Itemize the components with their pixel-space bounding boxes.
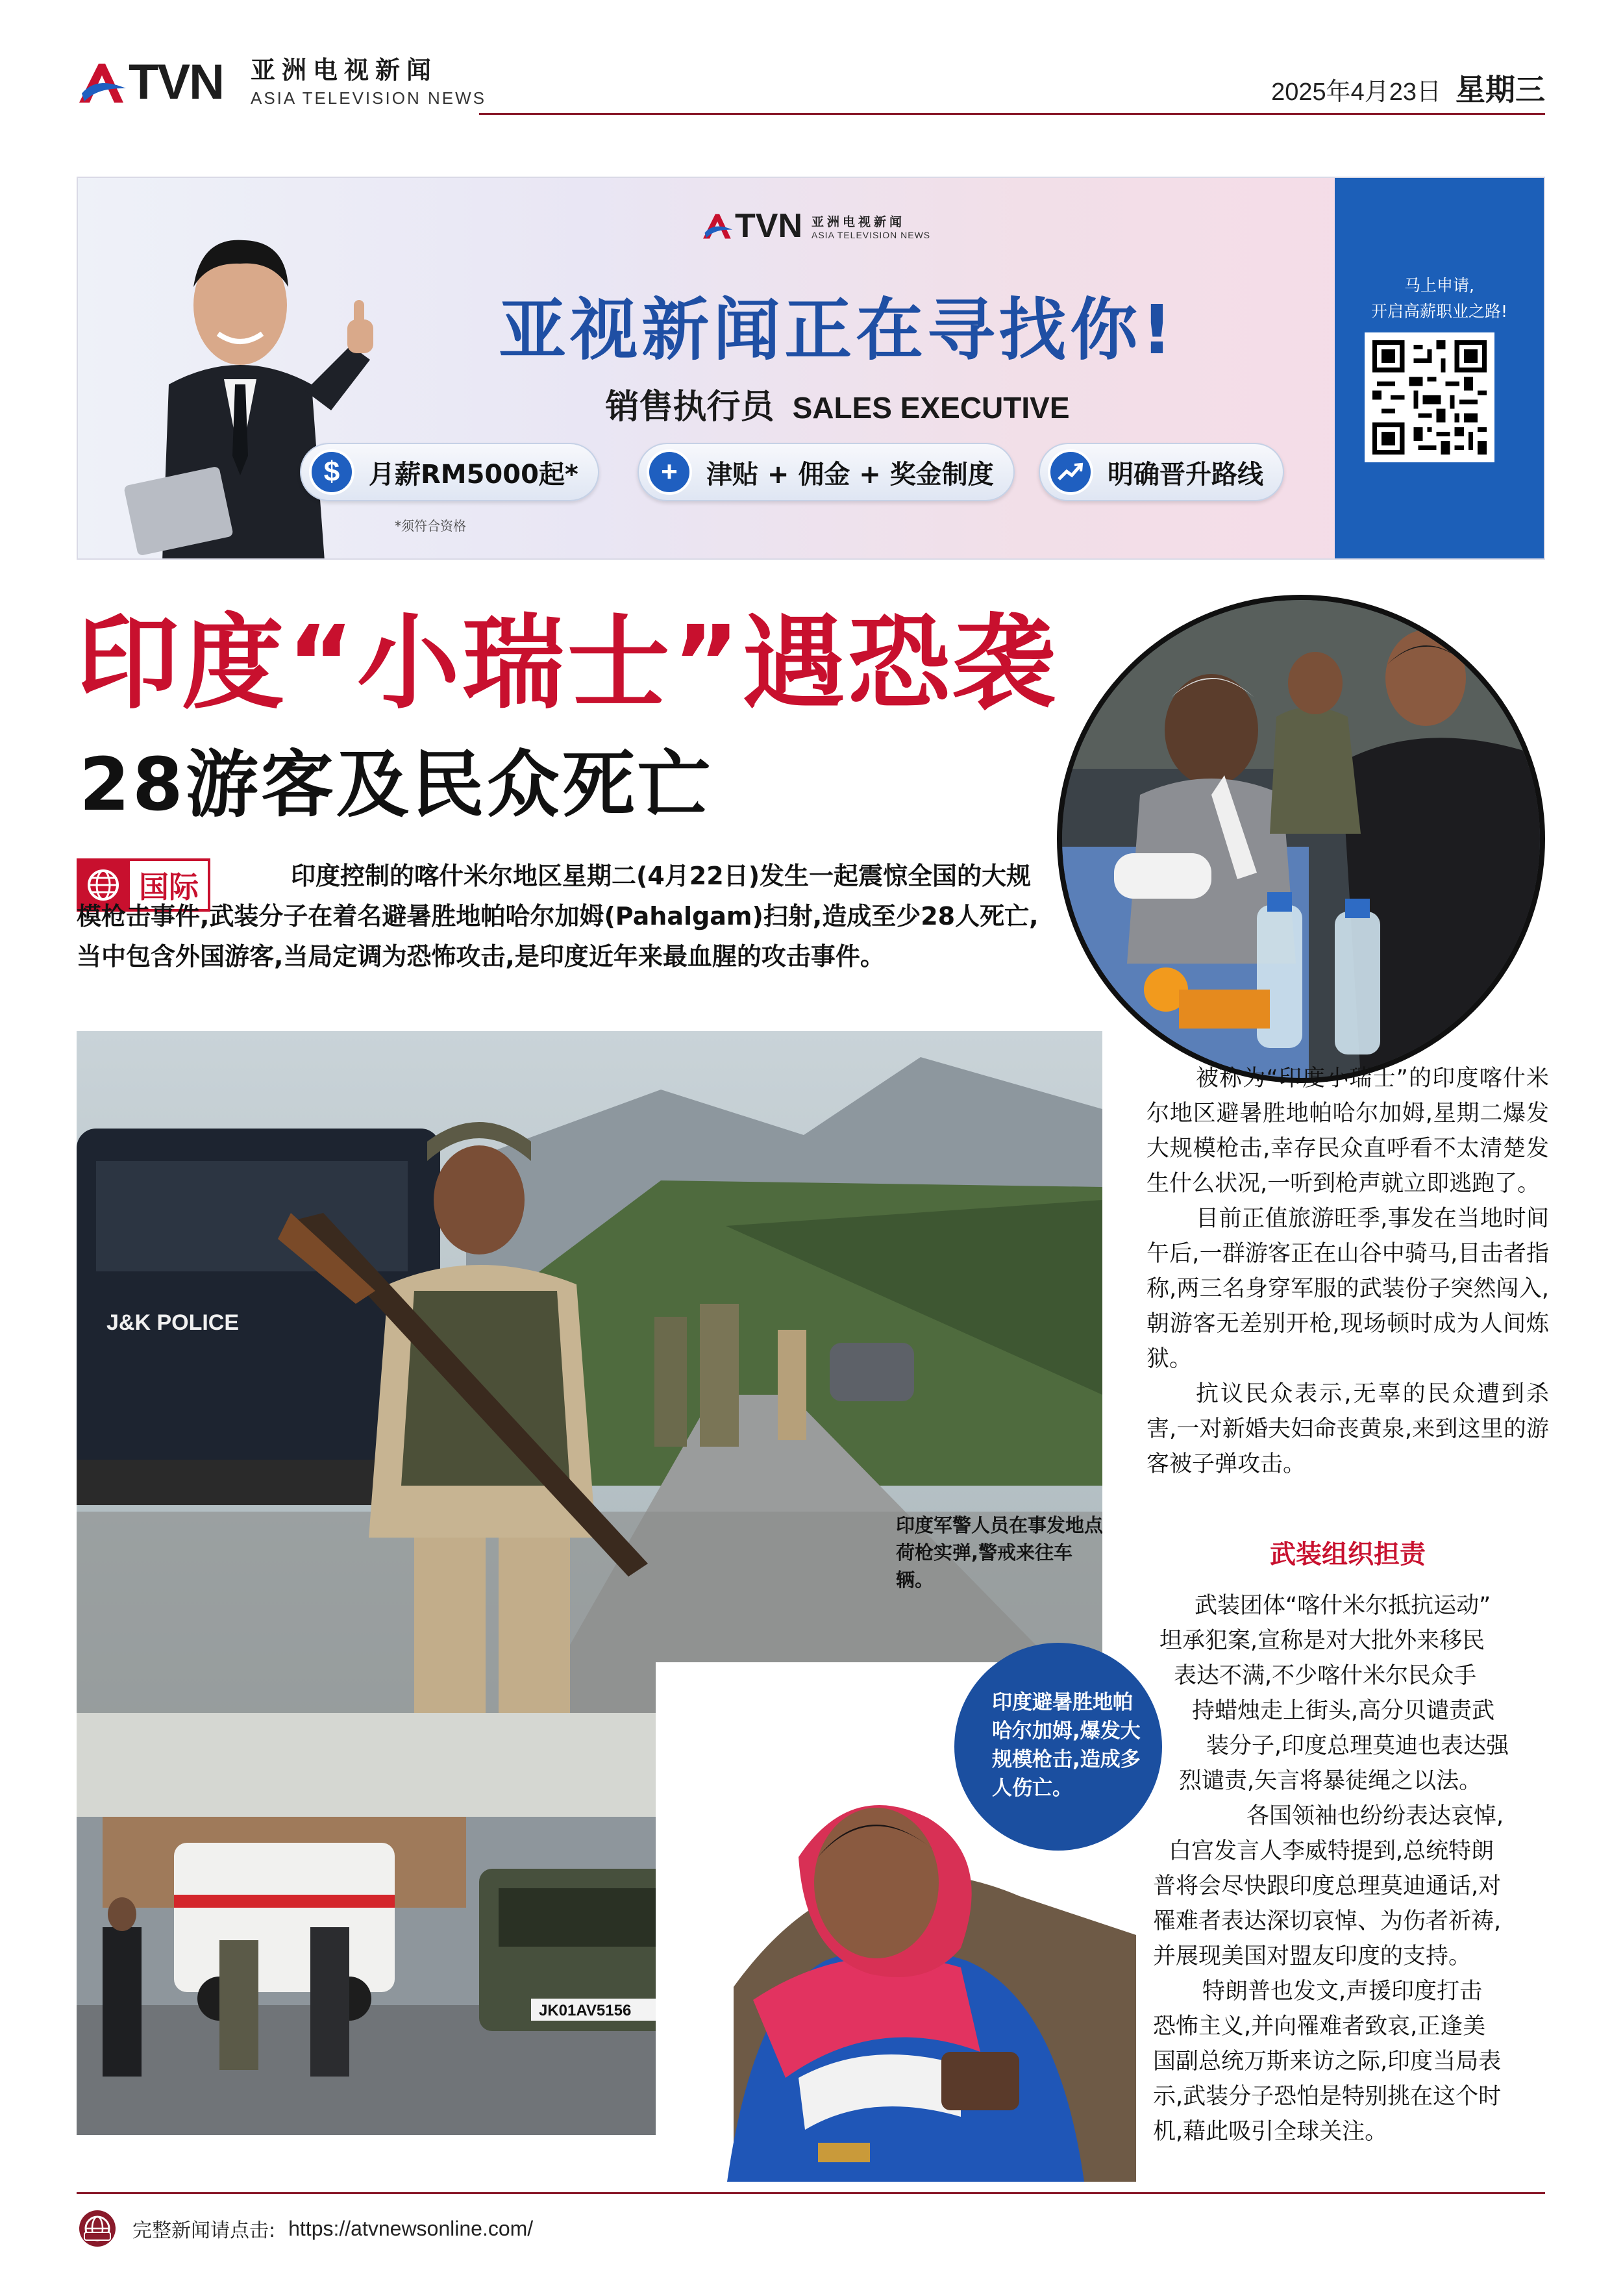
bus-label: J&K POLICE [106,1310,240,1335]
body-line: 武装团体“喀什米尔抵抗运动” [1195,1593,1491,1619]
perk-label: 月薪RM5000起* [369,459,578,490]
headline: 印度“小瑞士”遇恐袭 [77,604,1058,723]
section-label: 国际 [130,858,210,912]
trend-up-icon [1048,449,1093,495]
body-line: 国副总统万斯来访之际,印度当局表 [1153,2049,1502,2075]
footer [77,2208,533,2249]
article-body [1146,1061,1549,1482]
body-line: 机,藉此吸引全球关注。 [1153,2119,1388,2145]
body-line: 持蜡烛走上街头,高分贝谴责武 [1192,1698,1495,1724]
plus-icon: + [647,449,692,495]
police-scene-photo [77,1031,1102,1713]
police-scene-art [77,1031,1102,1713]
perk-promotion [1039,443,1284,501]
dollar-icon: $ [309,449,354,495]
weekday-text: 星期三 [1456,72,1545,107]
caption-circle-badge: 印度避暑胜地帕哈尔加姆,爆发大规模枪击,造成多人伤亡。 [954,1643,1162,1851]
ambulance-scene-photo [77,1713,739,2135]
plate-label: JK01AV5156 [539,2002,632,2019]
hospital-photo [1057,595,1545,1083]
body-line: 普将会尽快跟印度总理莫迪通话,对 [1153,1873,1502,1899]
issue-date [1271,66,1545,109]
footer-link[interactable]: https://atvnewsonline.com/ [288,2216,534,2240]
body-line: 各国领袖也纷纷表达哀悼, [1246,1803,1504,1829]
apply-line-1: 马上申请, [1404,276,1474,295]
police-photo-caption: 印度军警人员在事发地点荷枪实弹,警戒来往车辆。 [896,1514,1104,1591]
body-line: 特朗普也发文,声援印度打击 [1202,1978,1483,2004]
atvn-a-mark-icon [77,60,127,105]
body-line: 表达不满,不少喀什米尔民众手 [1174,1663,1477,1689]
body-line: 罹难者表达深切哀悼、为伤者祈祷, [1153,1908,1502,1934]
role-english: SALES EXECUTIVE [792,391,1070,425]
logo-chinese-name: 亚洲电视新闻 [251,56,438,84]
perk-salary [300,443,599,501]
body-line: 并展现美国对盟友印度的支持。 [1153,1943,1472,1969]
body-paragraph-2: 目前正值旅游旺季,事发在当地时间午后,一群游客正在山谷中骑马,目击者指称,两三名身穿军服的武装份子突然闯入,朝游客无差别开枪,现场顿时成为人间炼狱。 [1146,1206,1549,1372]
role-chinese: 销售执行员 [605,388,774,427]
footer-label: 完整新闻请点击: [132,2219,276,2242]
logo-text [251,57,486,108]
banner-title: 亚视新闻正在寻找你! [499,290,1176,369]
eligibility-note: *须符合资格 [395,518,466,534]
body-line: 烈谴责,矢言将暴徒绳之以法。 [1179,1768,1482,1794]
apply-panel [1335,178,1544,560]
body-subheading: 武装组织担责 [1270,1540,1426,1569]
masthead [77,57,1545,122]
body-paragraph-1: 被称为“印度小瑞士”的印度喀什米尔地区避暑胜地帕哈尔加姆,星期二爆发大规模枪击,幸存民众直呼看不太清楚发生什么状况,一听到枪声就立即逃跑了。 [1146,1066,1549,1197]
recruitment-banner[interactable] [77,177,1545,560]
body-line: 装分子,印度总理莫迪也表达强 [1206,1733,1509,1759]
perk-label: 津贴 + 佣金 + 奖金制度 [706,459,994,490]
logo-wordmark: TVN [129,55,223,110]
subheadline: 28游客及民众死亡 [79,743,713,827]
footer-divider [77,2192,1545,2194]
ambulance-scene-art [77,1713,739,2135]
apply-text [1335,273,1544,325]
body-line: 白宫发言人李威特提到,总统特朗 [1169,1838,1494,1864]
qr-code-icon[interactable] [1365,332,1494,462]
banner-atvn-a-mark-icon [701,212,734,240]
logo-english-name: ASIA TELEVISION NEWS [251,88,486,108]
web-globe-icon [77,2208,118,2249]
header-divider [479,113,1545,115]
perk-allowance [638,443,1015,501]
lead-paragraph: 印度控制的喀什米尔地区星期二(4月22日)发生一起震惊全国的大规模枪击事件,武装分子在着名避暑胜地帕哈尔加姆(Pahalgam)扫射,造成至少28人死亡,当中包含外国游客,当局定调为恐怖攻击,是印度近年来最血腥的攻击事件。 [77,862,1039,971]
body-paragraph-3: 抗议民众表示,无辜的民众遭到杀害,一对新婚夫妇命丧黄泉,来到这里的游客被子弹攻击。 [1146,1381,1549,1477]
perk-label: 明确晋升路线 [1108,459,1263,490]
banner-logo-chinese: 亚洲电视新闻 [812,214,906,229]
presenter-illustration [91,190,390,560]
banner-role [415,379,1259,428]
body-line: 坦承犯案,宣称是对大批外来移民 [1159,1628,1485,1654]
apply-line-2: 开启高薪职业之路! [1370,302,1508,321]
banner-wordmark: TVN [735,207,802,245]
date-text: 2025年4月23日 [1271,79,1441,106]
body-line: 示,武装分子恐怕是特别挑在这个时 [1153,2084,1502,2110]
banner-logo-english: ASIA TELEVISION NEWS [812,229,931,240]
body-line: 恐怖主义,并向罹难者致哀,正逢美 [1153,2014,1486,2040]
banner-logo [701,206,930,245]
atvn-logo[interactable] [77,57,486,108]
hospital-photo-art [1062,600,1540,1078]
